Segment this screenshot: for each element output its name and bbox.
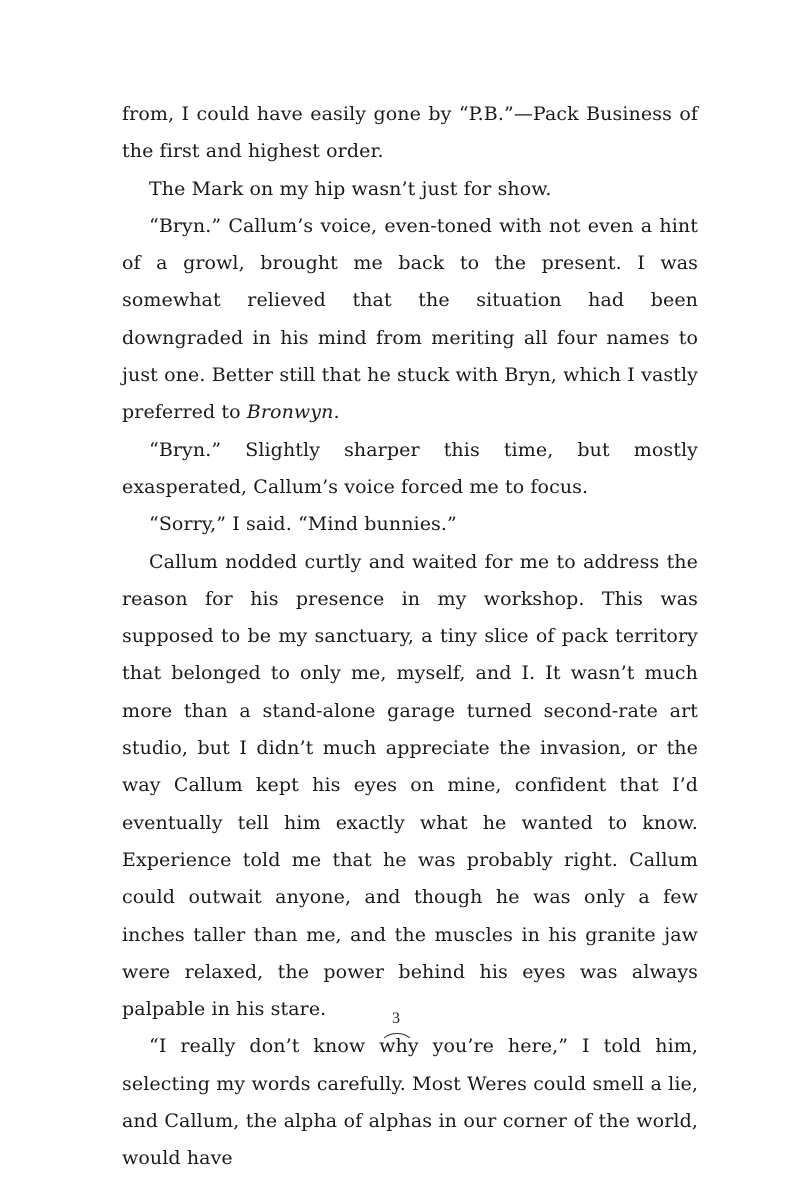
page-number: 3 (392, 1010, 400, 1027)
paragraph-7: “I really don’t know why you’re here,” I told him, selecting my words carefully. Most Weres could smell a lie, and Callum, the alpha of alphas in our corner of the world, would have (122, 1035, 698, 1170)
swash-ornament-icon (383, 1032, 411, 1040)
paragraph-3-italic: Bronwyn (246, 401, 334, 424)
paragraph-2: The Mark on my hip wasn’t just for show. (149, 177, 552, 200)
paragraph-4: “Bryn.” Slightly sharper this time, but mostly exasperated, Callum’s voice forced me to focus. (122, 438, 698, 498)
paragraph-3 (122, 208, 698, 432)
paragraph-6: Callum nodded curtly and waited for me to address the reason for his presence in my workshop. This was supposed to be my sanctuary, a tiny slice of pack territory that belonged to only me, myself, and I. It wasn’t much more than a stand-alone garage turned second-rate art studio, but I didn’t much appreciate the invasion, or the way Callum kept his eyes on mine, confident that I’d eventually tell him exactly what he wanted to know. Experience told me that he was probably right. Callum could outwait anyone, and though he was only a few inches taller than me, and the muscles in his granite jaw were relaxed, the power behind his eyes was always palpable in his stare. (122, 550, 698, 1021)
paragraph-5: “Sorry,” I said. “Mind bunnies.” (149, 513, 457, 536)
paragraph-1: from, I could have easily gone by “P.B.”—Pack Business of the first and highest order. (122, 103, 698, 163)
paragraph-3-text: “Bryn.” Callum’s voice, even-toned with not even a hint of a growl, brought me back to the present. I was somewhat relieved that the situation had been downgraded in his mind from meriting all four names to just one. Better still that he stuck with Bryn, which I vastly preferred to (122, 214, 698, 424)
paragraph-3-after: . (333, 401, 340, 424)
